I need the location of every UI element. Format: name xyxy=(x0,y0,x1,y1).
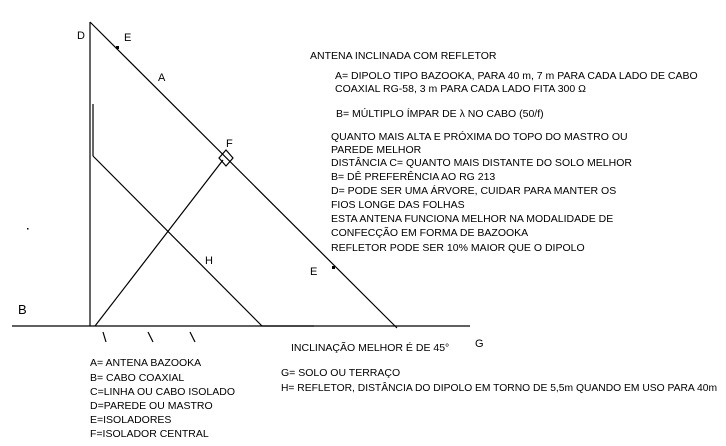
label-f: F xyxy=(226,138,233,150)
tick-mark xyxy=(148,332,153,342)
note-line: QUANTO MAIS ALTA E PRÓXIMA DO TOPO DO MASTRO OU xyxy=(331,131,628,143)
legend-item: C=LINHA OU CABO ISOLADO xyxy=(90,386,236,398)
dot-mark xyxy=(27,228,29,230)
note-line: B= MÚLTIPLO ÍMPAR DE λ NO CABO (50/f) xyxy=(336,108,544,120)
legend-item: H= REFLETOR, DISTÂNCIA DO DIPOLO EM TORNO DE 5,5m QUANDO EM USO PARA 40m xyxy=(281,383,718,394)
diagram-title: ANTENA INCLINADA COM REFLETOR xyxy=(310,50,497,62)
label-d: D xyxy=(77,30,85,42)
note-line: CONFECÇÃO EM FORMA DE BAZOOKA xyxy=(331,227,529,239)
legend-item: E=ISOLADORES xyxy=(90,414,172,426)
legend-item: B= CABO COAXIAL xyxy=(90,372,185,384)
label-h: H xyxy=(205,255,213,267)
legend-item: D=PAREDE OU MASTRO xyxy=(90,400,213,412)
note-line: B= DÊ PREFERÊNCIA AO RG 213 xyxy=(331,171,496,183)
label-a: A xyxy=(158,72,166,84)
note-line: REFLETOR PODE SER 10% MAIOR QUE O DIPOLO xyxy=(331,242,585,254)
note-line: ESTA ANTENA FUNCIONA MELHOR NA MODALIDADE DE xyxy=(331,213,614,225)
label-e-bottom: E xyxy=(310,266,318,278)
legend-item: F=ISOLADOR CENTRAL xyxy=(90,428,209,440)
note-line: FIOS LONGE DAS FOLHAS xyxy=(331,199,465,211)
note-line: A= DIPOLO TIPO BAZOOKA, PARA 40 m, 7 m PARA CADA LADO DE CABO xyxy=(335,70,698,82)
insulator-top xyxy=(116,46,119,49)
note-line: COAXIAL RG-58, 3 m PARA CADA LADO FITA 300 Ω xyxy=(335,83,586,95)
tick-mark xyxy=(103,332,106,342)
tick-mark xyxy=(190,332,195,342)
legend-item: G= SOLO OU TERRAÇO xyxy=(281,367,401,379)
label-e-top: E xyxy=(124,32,132,44)
insulator-bottom xyxy=(332,266,335,269)
coax-line xyxy=(95,160,223,326)
inclination-note: INCLINAÇÃO MELHOR É DE 45° xyxy=(291,342,450,354)
legend-item: A= ANTENA BAZOOKA xyxy=(90,357,202,369)
note-line: PAREDE MELHOR xyxy=(331,144,422,156)
reflector-line xyxy=(93,156,262,326)
label-g: G xyxy=(475,338,484,350)
note-line: D= PODE SER UMA ÁRVORE, CUIDAR PARA MANTER OS xyxy=(331,185,617,197)
note-line: DISTÂNCIA C= QUANTO MAIS DISTANTE DO SOLO MELHOR xyxy=(331,157,632,169)
label-b: B xyxy=(18,302,27,317)
